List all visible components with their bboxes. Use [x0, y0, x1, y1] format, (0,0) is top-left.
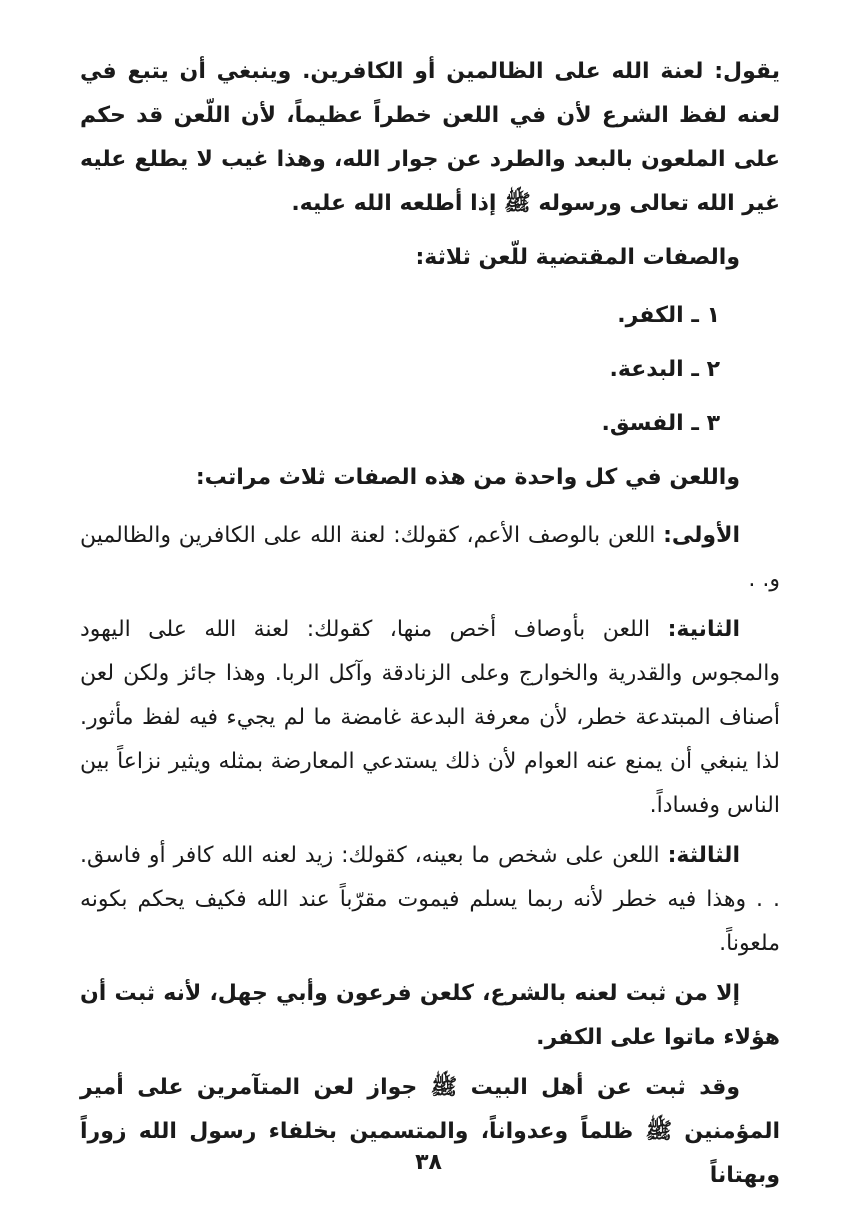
rank-first-term: الأولى:	[663, 523, 740, 548]
paragraph-exception-text: إلا من ثبت لعنه بالشرع، كلعن فرعون وأبي جهل، لأنه ثبت أن هؤلاء ماتوا على الكفر.	[80, 981, 780, 1050]
rank-third-text: اللعن على شخص ما بعينه، كقولك: زيد لعنه الله كافر أو فاسق. . . وهذا فيه خطر لأنه ربما يسلم فيموت مقرّباً عند الله فكيف يحكم بكونه ملعوناً.	[80, 843, 780, 956]
paragraph-ahl-albayt-text: وقد ثبت عن أهل البيت ﷺ جواز لعن المتآمرين على أمير المؤمنين ﷺ ظلماً وعدواناً، والمتسمين بخلفاء رسول الله زوراً وبهتاناً	[80, 1075, 780, 1188]
list-item-kufr: ١ ـ الكفر.	[617, 303, 720, 328]
paragraph-intro: يقول: لعنة الله على الظالمين أو الكافرين. وينبغي أن يتبع في لعنه لفظ الشرع لأن في اللعن خطراً عظيماً، لأن اللّعن قد حكم على الملعون بالبعد والطرد عن جوار الله، وهذا غيب لا يطلع عليه غير الله تعالى ورسوله ﷺ إذا أطلعه الله عليه.	[80, 59, 780, 216]
rank-first-text: اللعن بالوصف الأعم، كقولك: لعنة الله على الكافرين والظالمين و. .	[80, 523, 780, 592]
page-body	[80, 50, 780, 1204]
rank-third	[80, 834, 780, 966]
rank-second	[80, 608, 780, 828]
list-item-fisq: ٣ ـ الفسق.	[601, 411, 720, 436]
paragraph-ahl-albayt	[80, 1066, 780, 1198]
rank-first	[80, 514, 780, 602]
page-number: ٣٨	[415, 1150, 442, 1175]
rank-second-term: الثانية:	[667, 617, 740, 642]
ranks-heading: واللعن في كل واحدة من هذه الصفات ثلاث مراتب:	[195, 465, 740, 490]
rank-third-term: الثالثة:	[667, 843, 740, 868]
paragraph-exception	[80, 972, 780, 1060]
attributes-heading: والصفات المقتضية للّعن ثلاثة:	[415, 245, 740, 270]
rank-second-text: اللعن بأوصاف أخص منها، كقولك: لعنة الله على اليهود والمجوس والقدرية والخوارج وعلى الزنادقة وآكل الربا. وهذا جائز ولكن لعن أصناف المبتدعة خطر، لأن معرفة البدعة غامضة ما لم يجيء فيه لفظ مأثور. لذا ينبغي أن يمنع عنه العوام لأن ذلك يستدعي المعارضة بمثله ويثير نزاعاً بين الناس وفساداً.	[80, 617, 780, 818]
list-item-bidah: ٢ ـ البدعة.	[609, 357, 720, 382]
